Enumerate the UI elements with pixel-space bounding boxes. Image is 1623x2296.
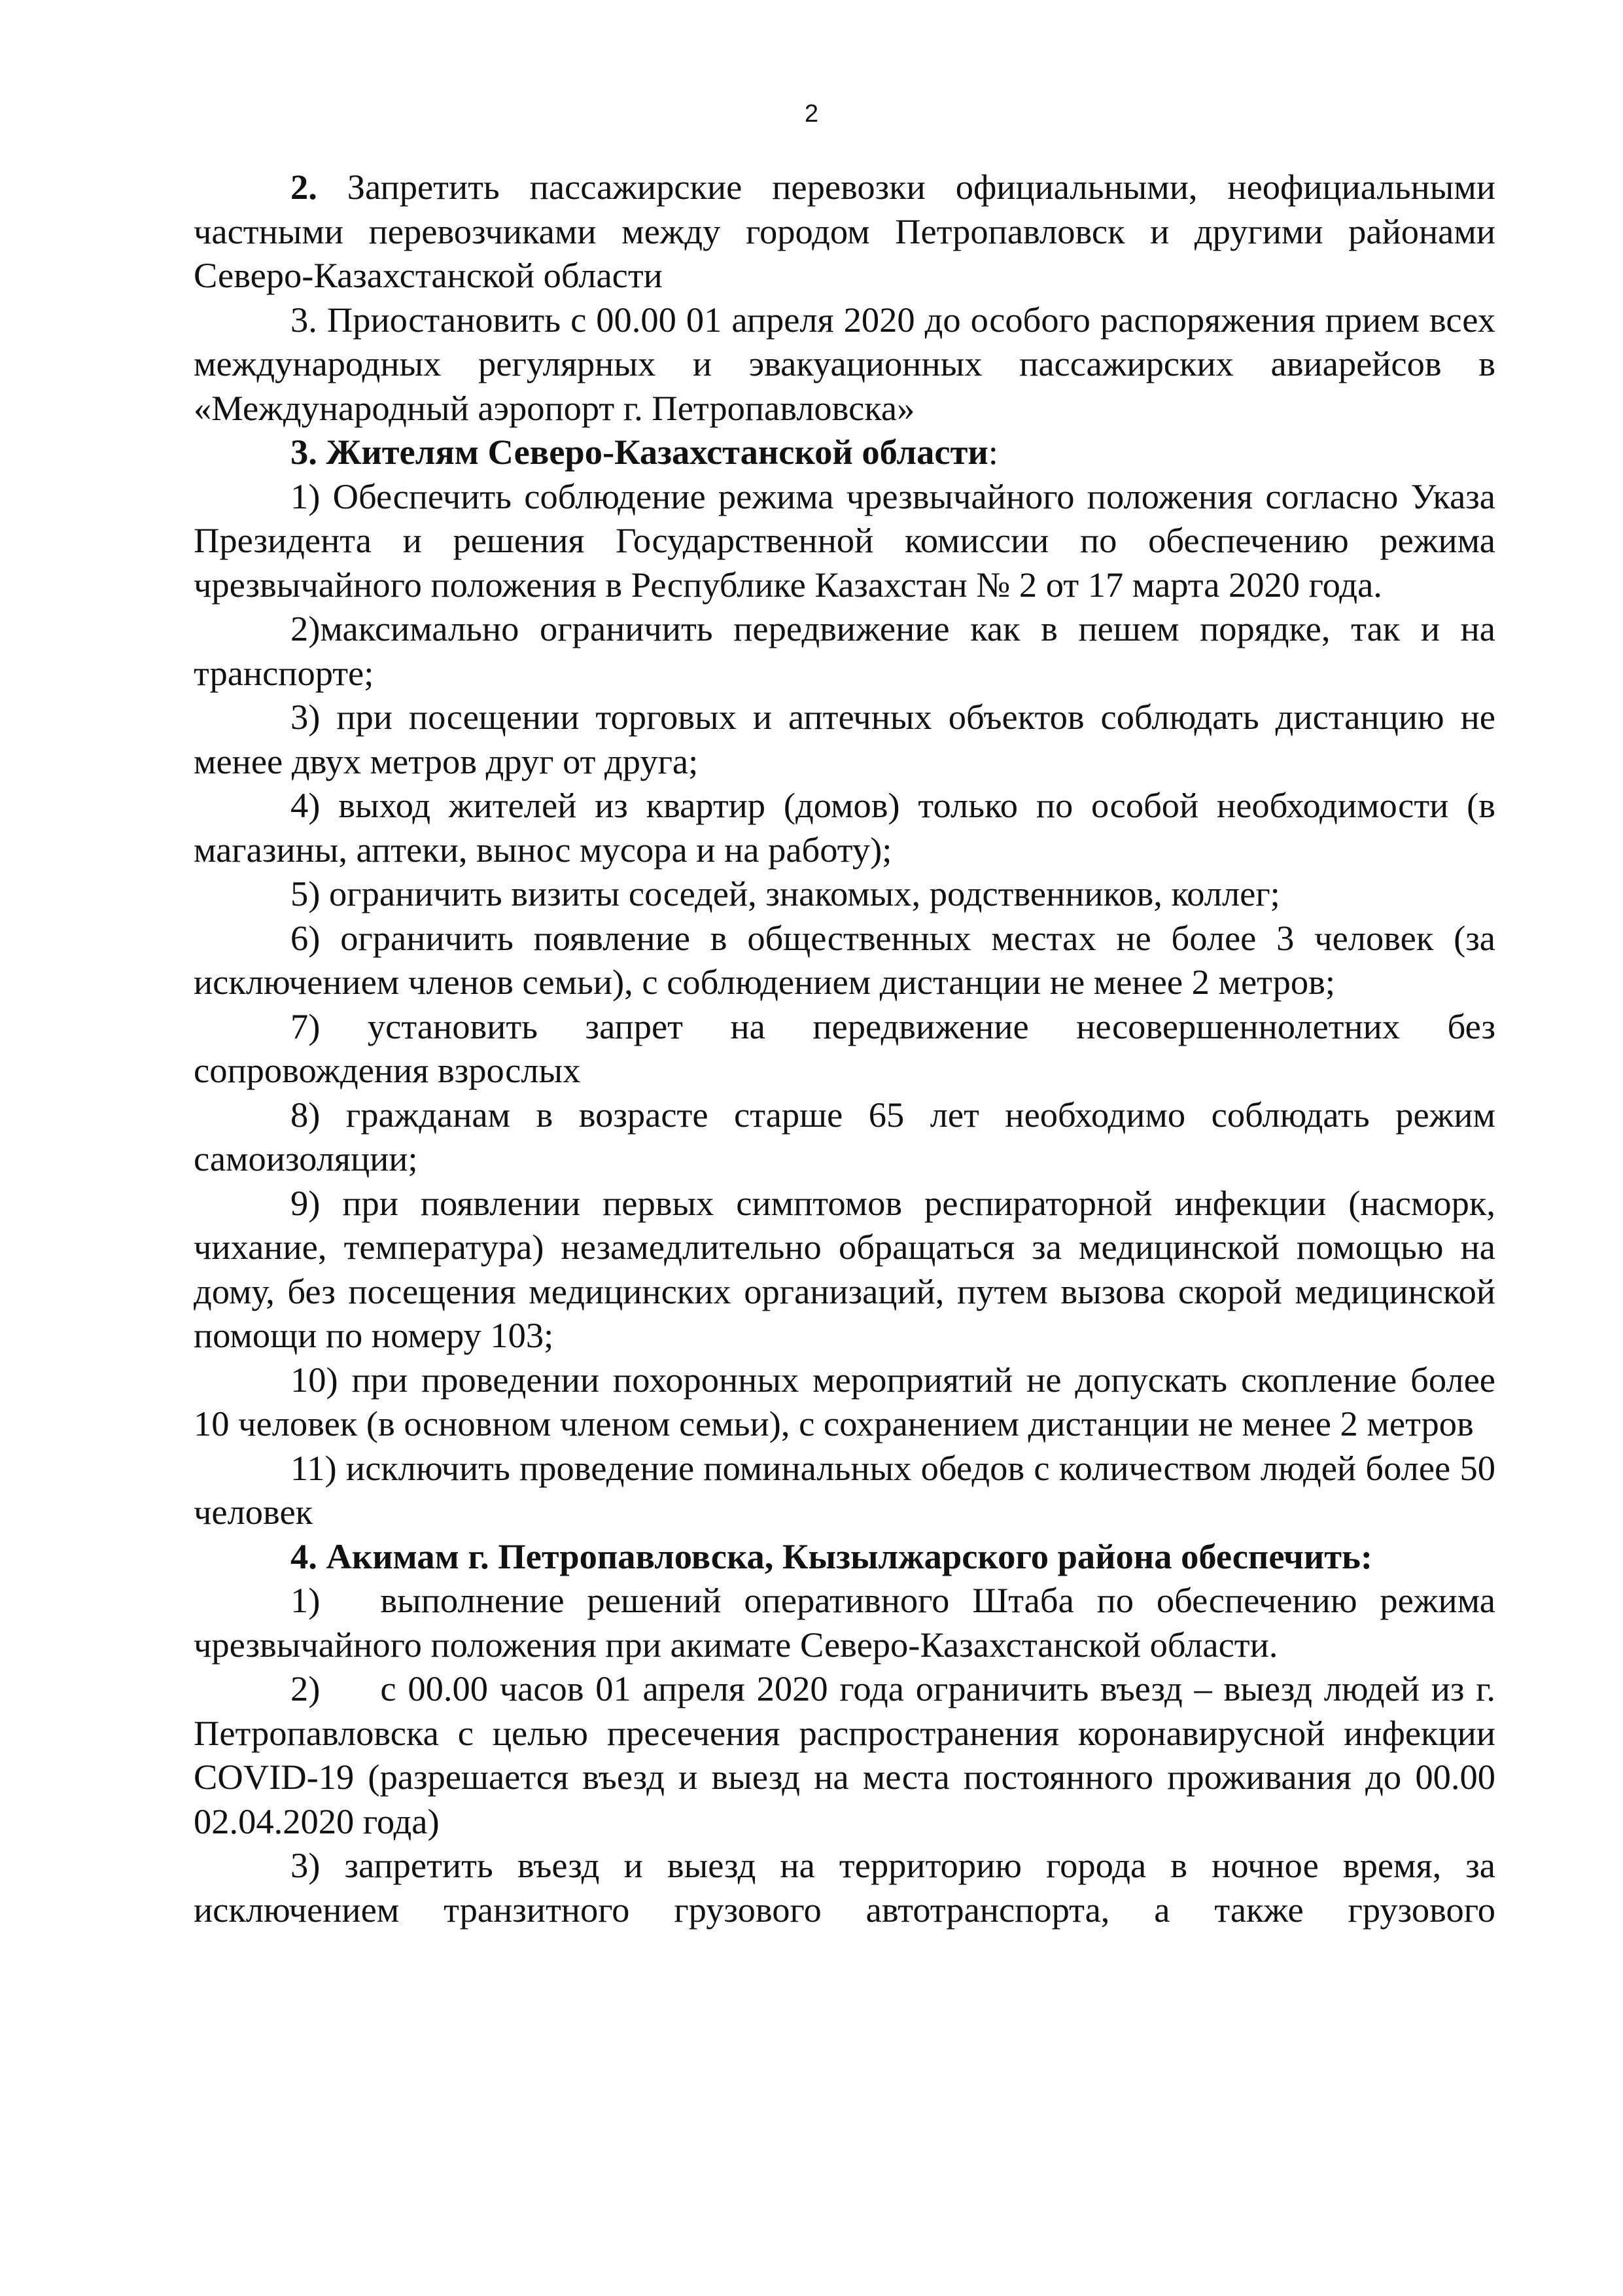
paragraph-text: выполнение решений оперативного Штаба по обеспечению режима чрезвычайного положения при акимате Северо-Казахстанской области. — [194, 1580, 1495, 1665]
paragraph-text: с 00.00 часов 01 апреля 2020 года ограничить въезд – выезд людей из г. Петропавловска с целью пресечения распространения коронавирусной инфекции COVID-19 (разрешается въезд и выезд на места постоянного проживания до 00.00 02.04.2020 года) — [194, 1669, 1495, 1841]
item-number: 1) — [290, 1580, 321, 1620]
document-body — [194, 165, 1495, 1932]
list-item-9: 9) при появлении первых симптомов респираторной инфекции (насморк, чихание, температура) незамедлительно обращаться за медицинской помощью на дому, без посещения медицинских организаций, путем вызова скорой медицинской помощи по номеру 103; — [194, 1182, 1495, 1355]
section-heading-colon: : — [988, 432, 998, 472]
list-item-5: 5) ограничить визиты соседей, знакомых, родственников, коллег; — [290, 874, 1280, 913]
list-item-11: 11) исключить проведение поминальных обедов с количеством людей более 50 человек — [194, 1447, 1495, 1532]
list-item-6: 6) ограничить появление в общественных местах не более 3 человек (за исключением членов семьи), с соблюдением дистанции не менее 2 метров; — [194, 917, 1495, 1002]
paragraph-text: Запретить пассажирские перевозки официальными, неофициальными частными перевозчиками между городом Петропавловск и другими районами Северо-Казахстанской области — [194, 167, 1495, 295]
list-item-4: 4) выход жителей из квартир (домов) только по особой необходимости (в магазины, аптеки, вынос мусора и на работу); — [194, 785, 1495, 870]
paragraph-passenger-transport-ban — [194, 165, 1495, 298]
list-item-1: 1) Обеспечить соблюдение режима чрезвычайного положения согласно Указа Президента и решения Государственной комиссии по обеспечению режима чрезвычайного положения в Республике Казахстан № 2 от 17 марта 2020 года. — [194, 476, 1495, 605]
list-item-10: 10) при проведении похоронных мероприятий не допускать скопление более 10 человек (в основном членом семьи), с сохранением дистанции не менее 2 метров — [194, 1359, 1495, 1443]
paragraph-airport-suspension: 3. Приостановить с 00.00 01 апреля 2020 до особого распоряжения прием всех международных регулярных и эвакуационных пассажирских авиарейсов в «Международный аэропорт г. Петропавловска» — [194, 299, 1495, 428]
section-heading-akims: 4. Акимам г. Петропавловска, Кызылжарского района обеспечить: — [290, 1536, 1373, 1576]
list-item-7: 7) установить запрет на передвижение несовершеннолетних без сопровождения взрослых — [194, 1006, 1495, 1090]
akim-item-3: 3) запретить въезд и выезд на территорию города в ночное время, за исключением транзитного грузового автотранспорта, а также грузового — [194, 1845, 1495, 1930]
section-heading-text: 3. Жителям Северо-Казахстанской области — [290, 432, 988, 472]
list-item-2: 2)максимально ограничить передвижение как в пешем порядке, так и на транспорте; — [194, 609, 1495, 693]
page-number: 2 — [804, 100, 819, 128]
akim-item-1 — [194, 1578, 1495, 1667]
akim-item-2 — [194, 1667, 1495, 1843]
list-item-3: 3) при посещении торговых и аптечных объектов соблюдать дистанцию не менее двух метров друг от друга; — [194, 697, 1495, 781]
list-item-8: 8) гражданам в возрасте старше 65 лет необходимо соблюдать режим самоизоляции; — [194, 1094, 1495, 1178]
item-number: 2) — [290, 1669, 321, 1708]
item-number: 2. — [290, 167, 317, 207]
section-heading-residents — [194, 430, 1495, 474]
